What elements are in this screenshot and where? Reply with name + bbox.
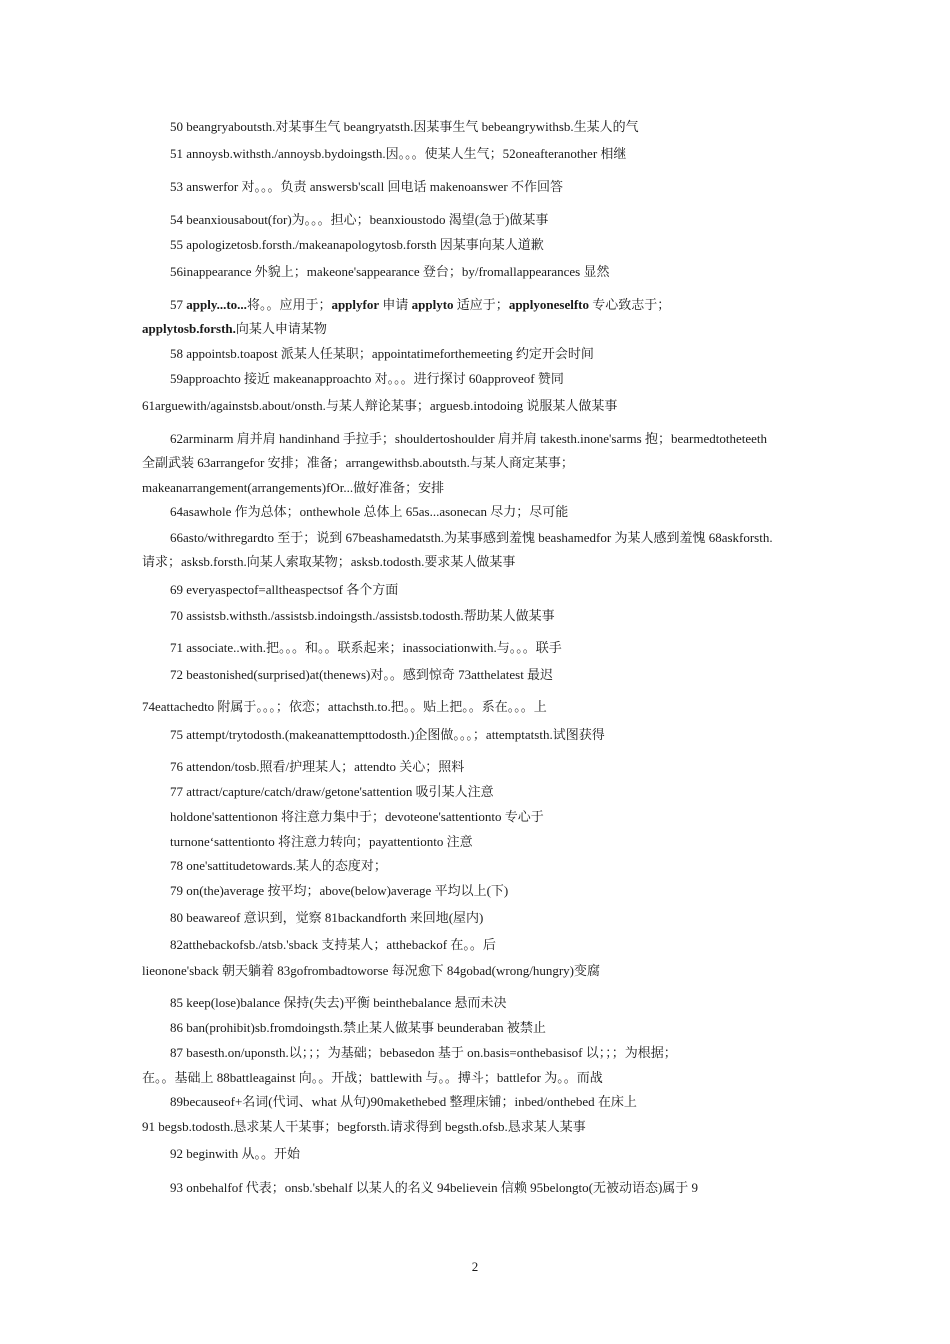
vocab-line-57 (170, 297, 670, 313)
vocab-line-58: 58 appointsb.toapost 派某人任某职；appointatimeforthemeeting 约定开会时间 (170, 346, 594, 361)
vocab-line-62: 62arminarm 肩并肩 handinhand 手拉手；shouldertoshoulder 肩并肩 takesth.inone'sarms 抱；bearmedtotheteeth (170, 431, 767, 446)
vocab-line-74: 74eattachedto 附属于。。。；依恋；attachsth.to.把。。贴上把。。系在。。。上 (142, 699, 547, 714)
vocab-line-71: 71 associate..with.把。。。和。。联系起来；inassociationwith.与。。。联手 (170, 640, 562, 655)
bold-term: applyfor (331, 297, 380, 312)
vocab-line-66-continued: 请求；asksb.forsth.向某人索取某物；asksb.todosth.要求某人做某事 (142, 554, 516, 569)
vocab-line-72: 72 beastonished(surprised)at(thenews)对。。感到惊奇 73atthelatest 最迟 (170, 667, 554, 682)
vocab-line-82: 82atthebackofsb./atsb.'sback 支持某人；atthebackof 在。。后 (170, 937, 496, 952)
vocab-line-51: 51 annoysb.withsth./annoysb.bydoingsth.因。。。使某人生气；52oneafteranother 相继 (170, 146, 627, 161)
vocab-line-75: 75 attempt/trytodosth.(makeanattempttodosth.)企图做。。。；attemptatsth.试图获得 (170, 727, 605, 742)
vocab-line-77-continued: holdone'sattentionon 将注意力集中于；devoteone'sattentionto 专心于 (170, 809, 544, 824)
bold-term: applyto (411, 297, 454, 312)
vocab-line-70: 70 assistsb.withsth./assistsb.indoingsth./assistsb.todosth.帮助某人做某事 (170, 608, 555, 623)
vocab-line-62-continued: 全副武装 63arrangefor 安排；准备；arrangewithsb.aboutsth.与某人商定某事； (142, 455, 574, 470)
vocab-line-77-continued-2: turnone‘sattentionto 将注意力转向；payattentionto 注意 (170, 834, 473, 849)
vocab-line-87: 87 basesth.on/uponsth.以；；；为基础；bebasedon 基于 on.basis=onthebasisof 以；；；为根据； (170, 1045, 677, 1060)
vocab-line-55: 55 apologizetosb.forsth./makeanapologytosb.forsth 因某事向某人道歉 (170, 237, 544, 252)
vocab-line-64: 64asawhole 作为总体；onthewhole 总体上 65as...asonecan 尽力；尽可能 (170, 504, 569, 519)
vocab-line-93: 93 onbehalfof 代表；onsb.'sbehalf 以某人的名义 94believein 信赖 95belongto(无被动语态)属于 9 (170, 1180, 699, 1195)
vocab-line-79: 79 on(the)average 按平均；above(below)average 平均以上(下) (170, 883, 509, 898)
bold-term: applytosb.forsth. (142, 321, 236, 336)
vocab-line-50: 50 beangryaboutsth.对某事生气 beangryatsth.因某事生气 bebeangrywithsb.生某人的气 (170, 119, 639, 134)
vocab-line-56: 56inappearance 外貌上；makeone'sappearance 登台；by/fromallappearances 显然 (170, 264, 610, 279)
vocab-line-89: 89becauseof+名词(代词、what 从句)90makethebed 整理床铺；inbed/onthebed 在床上 (170, 1094, 637, 1109)
vocab-line-59: 59approachto 接近 makeanapproachto 对。。。进行探讨 60approveof 赞同 (170, 371, 564, 386)
vocab-line-92: 92 beginwith 从。。开始 (170, 1146, 300, 1161)
vocab-line-54: 54 beanxiousabout(for)为。。。担心；beanxioustodo 渴望(急于)做某事 (170, 212, 549, 227)
text-run: 将。。应用于； (246, 297, 332, 312)
text-run: 向某人申请某物 (235, 321, 327, 336)
text-run: 57 (170, 297, 187, 312)
vocab-line-61: 61arguewith/againstsb.about/onsth.与某人辩论某事；arguesb.intodoing 说服某人做某事 (142, 398, 618, 413)
bold-term: applyoneselfto (508, 297, 589, 312)
bold-term: apply...to... (186, 297, 247, 312)
vocab-line-77: 77 attract/capture/catch/draw/getone'sattention 吸引某人注意 (170, 784, 494, 799)
text-run: 专心致志于； (588, 297, 671, 312)
vocab-line-69: 69 everyaspectof=alltheaspectsof 各个方面 (170, 582, 399, 597)
vocab-line-82-continued: lieonone'sback 朝天躺着 83gofrombadtoworse 每况愈下 84gobad(wrong/hungry)变腐 (142, 963, 600, 978)
vocab-line-87-continued: 在。。基础上 88battleagainst 向。。开战；battlewith 与。。搏斗；battlefor 为。。而战 (142, 1070, 603, 1085)
text-run: 适应于； (453, 297, 509, 312)
vocab-line-62-continued-2: makeanarrangement(arrangements)fOr...做好准备；安排 (142, 480, 445, 495)
vocab-line-91: 91 begsb.todosth.恳求某人干某事；begforsth.请求得到 begsth.ofsb.恳求某人某事 (142, 1119, 586, 1134)
vocab-line-80: 80 beawareof 意识到，觉察 81backandforth 来回地(屋内) (170, 910, 484, 925)
text-run: 申请 (379, 297, 412, 312)
vocab-line-86: 86 ban(prohibit)sb.fromdoingsth.禁止某人做某事 beunderaban 被禁止 (170, 1020, 546, 1035)
vocab-line-85: 85 keep(lose)balance 保持(失去)平衡 beinthebalance 悬而未决 (170, 995, 507, 1010)
vocab-line-57-continued (142, 321, 327, 337)
vocab-line-53: 53 answerfor 对。。。负责 answersb'scall 回电话 makenoanswer 不作回答 (170, 179, 563, 194)
vocab-line-76: 76 attendon/tosb.照看/护理某人；attendto 关心；照料 (170, 759, 465, 774)
vocab-line-66: 66asto/withregardto 至于；说到 67beashamedatsth.为某事感到羞愧 beashamedfor 为某人感到羞愧 68askforsth. (170, 530, 773, 545)
page-number: 2 (471, 1259, 479, 1274)
vocab-line-78: 78 one'sattitudetowards.某人的态度对； (170, 858, 387, 873)
